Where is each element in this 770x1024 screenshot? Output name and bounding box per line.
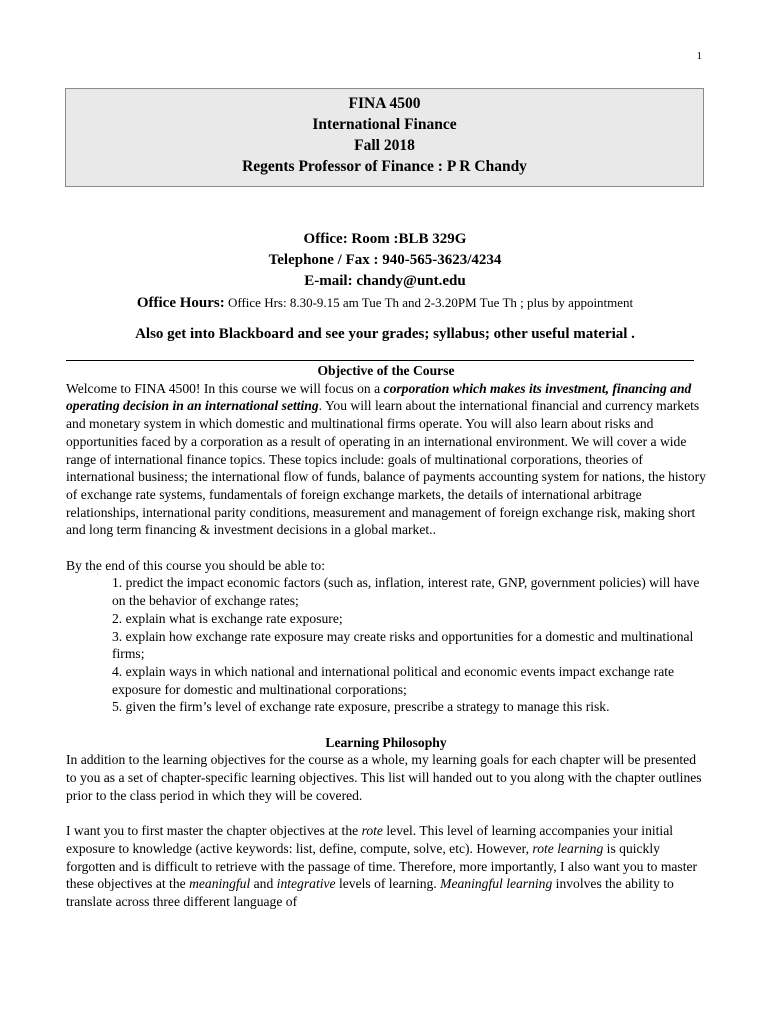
text-run: I want you to first master the chapter objectives at the — [66, 823, 362, 839]
telephone-fax: Telephone / Fax : 940-565-3623/4234 — [268, 252, 502, 268]
blackboard-note: Also get into Blackboard and see your grades; syllabus; other useful material . — [135, 326, 635, 342]
outcomes-intro: By the end of this course you should be able to: — [66, 557, 325, 573]
objective-text-rest: . You will learn about the international financial and currency markets and monetary system in which domestic and multinational firms operate. You will also learn about risks and opportunities faced by a corporation as a result of operating in an international environment. We will cover a wide range of international finance topics. These topics include: goals of multinational corporations, theories of international business; the international flow of funds, balance of payments accounting system for nations, the history of exchange rate systems, fundamentals of foreign exchange markets, the details of international arbitrage relationships, international parity conditions, measurement and management of foreign exchange risk, making short and long term financing & investment decisions in a global market.. — [66, 398, 706, 538]
meaningful-learning-term: Meaningful learning — [440, 876, 553, 892]
horizontal-rule — [66, 360, 694, 361]
learning-paragraph-2 — [66, 822, 706, 911]
text-run: level. This level of learning accompanies your initial exposure to knowledge (active keywords: list, define, compute, solve, etc). However, — [66, 823, 674, 856]
text-run: involves the ability to translate across three different language of — [66, 876, 674, 910]
learning-paragraph-1: In addition to the learning objectives for the course as a whole, my learning goals for each chapter will be presented to you as a set of chapter-specific learning objectives. This list will handed out to you along with the chapter outlines prior to the class period in which they will be covered. — [66, 752, 702, 803]
outcomes-list — [66, 574, 706, 716]
office-hours — [65, 292, 705, 314]
learning-title: Learning Philosophy — [325, 734, 447, 750]
meaningful-term: meaningful — [189, 876, 251, 892]
integrative-term: integrative — [276, 876, 336, 892]
outcome-item: 5. given the firm’s level of exchange rate exposure, prescribe a strategy to manage this risk. — [112, 699, 610, 715]
course-header-box — [65, 88, 704, 187]
contact-info — [65, 229, 705, 314]
rote-learning-term: rote learning — [532, 840, 604, 856]
objective-paragraph — [66, 380, 706, 539]
course-name: International Finance — [312, 116, 457, 133]
text-run: is quickly forgotten and is difficult to retrieve with the passage of time. Therefore, more importantly, I also want you to master these objectives at the — [66, 840, 698, 892]
outcome-item: 1. predict the impact economic factors (such as, inflation, interest rate, GNP, government policies) will have on the behavior of exchange rates; — [112, 575, 700, 609]
outcome-item: 2. explain what is exchange rate exposure; — [112, 610, 343, 626]
objective-text-start: Welcome to FINA 4500! In this course we will focus on a — [66, 380, 384, 396]
outcome-item: 3. explain how exchange rate exposure may create risks and opportunities for a domestic and multinational firms; — [112, 628, 694, 662]
course-code: FINA 4500 — [348, 95, 421, 112]
outcome-item: 4. explain ways in which national and international political and economic events impact exchange rate exposure for domestic and multinational corporations; — [112, 663, 675, 697]
text-run: levels of learning. — [335, 876, 441, 892]
office-hours-text: Office Hrs: 8.30-9.15 am Tue Th and 2-3.20PM Tue Th ; plus by appointment — [227, 295, 634, 310]
text-run: and — [250, 876, 277, 892]
office-room: Office: Room :BLB 329G — [303, 231, 467, 247]
syllabus-body — [66, 362, 706, 911]
page-number: 1 — [696, 50, 702, 62]
course-term: Fall 2018 — [354, 137, 415, 154]
office-hours-label: Office Hours: — [136, 295, 225, 311]
objective-emphasis: corporation which makes its investment, financing and operating decision in an international setting — [66, 380, 692, 414]
objective-title: Objective of the Course — [317, 363, 455, 378]
rote-term: rote — [361, 823, 383, 839]
email-address: E-mail: chandy@unt.edu — [304, 273, 466, 289]
instructor-name: Regents Professor of Finance : P R Chandy — [242, 158, 527, 175]
